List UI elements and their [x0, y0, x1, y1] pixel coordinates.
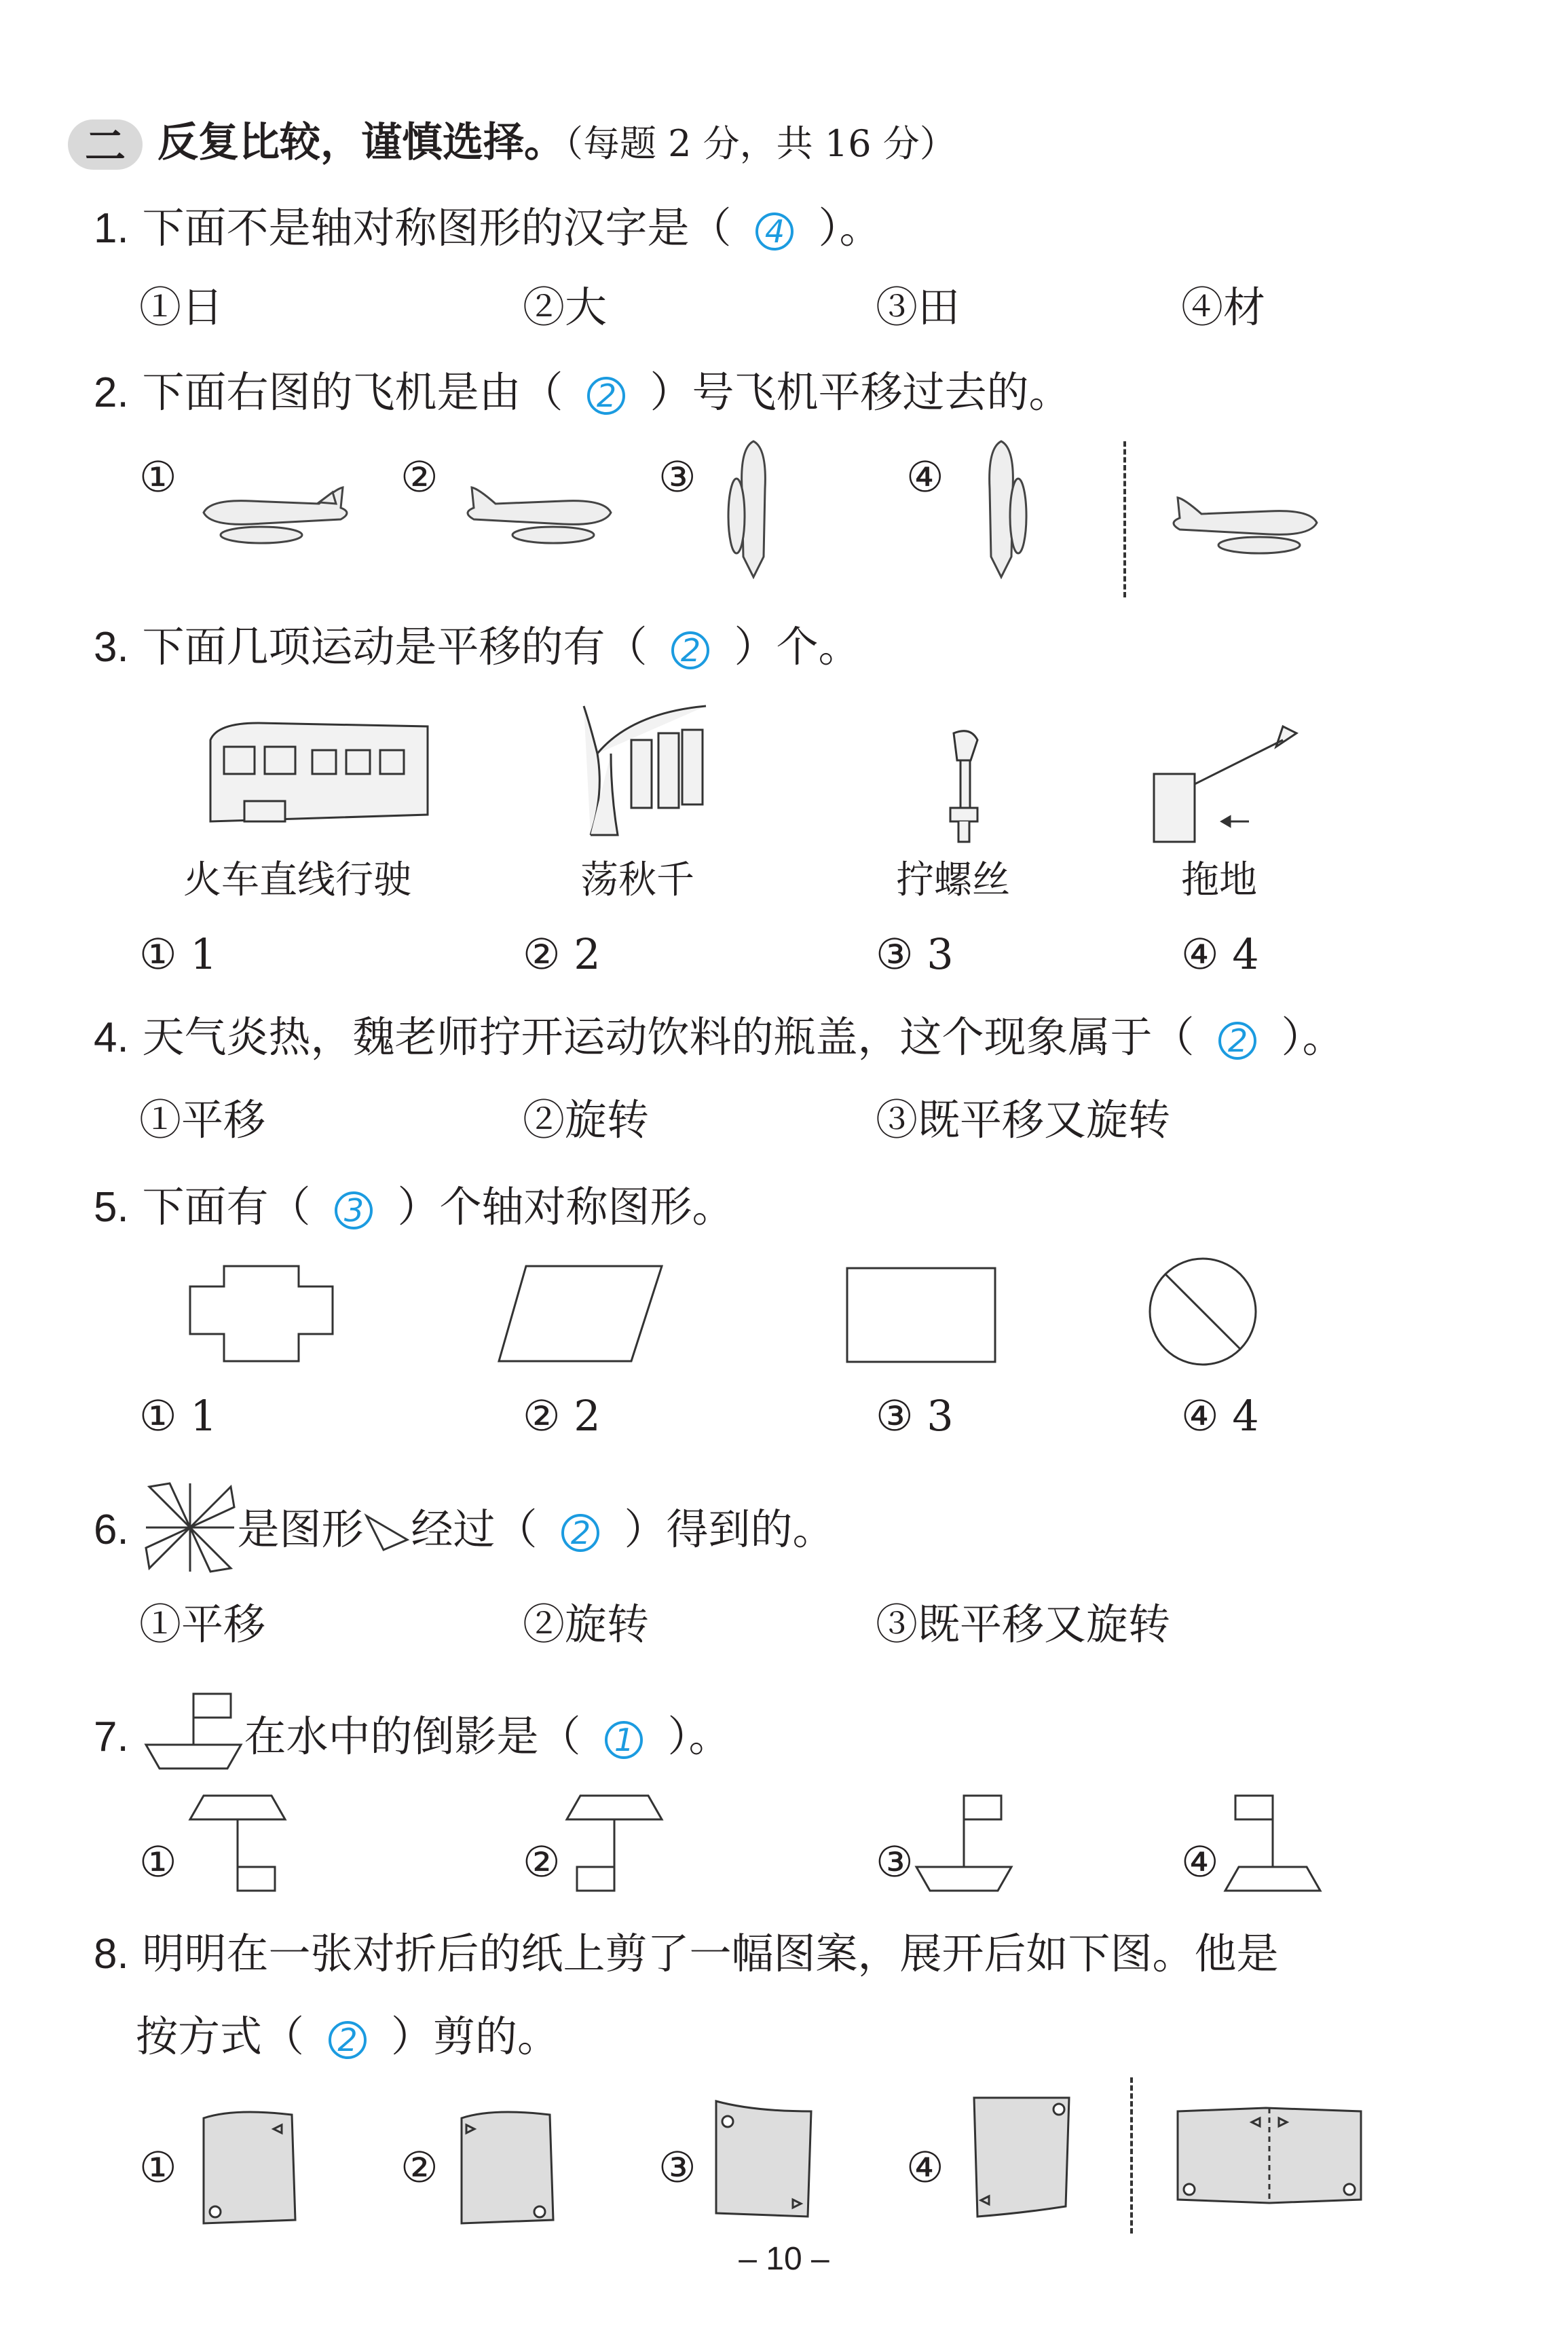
- cross-shape: [187, 1263, 336, 1365]
- option-2: ②: [400, 452, 438, 502]
- fold-option-1: [200, 2105, 302, 2227]
- answer-mark: 1: [605, 1721, 643, 1759]
- airplane-vertical-4: [964, 434, 1039, 584]
- question-number: 7.: [94, 1714, 129, 1760]
- question-number: 2.: [94, 369, 129, 416]
- train-picture: [204, 713, 434, 835]
- circle-with-line-shape: [1147, 1256, 1259, 1368]
- option-2: ② 2: [523, 1391, 601, 1441]
- question-text: 下面右图的飞机是由（: [142, 367, 563, 417]
- picture-label: 荡秋千: [580, 858, 694, 902]
- question-text-end: ）号飞机平移过去的。: [650, 367, 1071, 417]
- fold-option-4: [967, 2094, 1076, 2220]
- option-1: ①: [139, 2143, 177, 2192]
- option-1: ① 1: [139, 929, 217, 979]
- reflection-option-3: [913, 1792, 1015, 1894]
- question-8-line-2: [136, 2011, 559, 2062]
- question-number: 1.: [94, 205, 129, 252]
- option-1: ①: [139, 452, 177, 502]
- answer-mark: 4: [755, 212, 794, 251]
- option-2: ②旋转: [523, 1095, 650, 1145]
- fold-option-2: [458, 2105, 560, 2227]
- answer-mark: 3: [335, 1191, 373, 1229]
- option-1: ①平移: [139, 1599, 266, 1649]
- divider-dashed: [1130, 2077, 1133, 2234]
- answer-mark: 2: [671, 631, 709, 669]
- page-number: – 10 –: [739, 2241, 829, 2277]
- section-header: [68, 115, 956, 171]
- picture-label: 火车直线行驶: [183, 858, 411, 902]
- option-3: ③ 3: [876, 929, 954, 979]
- option-4: ④ 4: [1181, 1391, 1259, 1441]
- airplane-target: [1161, 485, 1324, 560]
- option-3: ③既平移又旋转: [876, 1095, 1171, 1145]
- option-4: ④: [1181, 1837, 1219, 1887]
- option-3: ③田: [876, 282, 960, 332]
- option-4: ④ 4: [1181, 929, 1259, 979]
- option-3: ③: [876, 1837, 914, 1887]
- airplane-right-facing-1: [197, 475, 360, 550]
- reflection-option-2: [563, 1792, 665, 1894]
- option-1: ①日: [139, 282, 224, 332]
- question-text: 下面几项运动是平移的有（: [142, 622, 648, 671]
- question-text: 在水中的倒影是（: [244, 1711, 581, 1761]
- option-1: ①平移: [139, 1095, 266, 1145]
- option-2: ②: [523, 1837, 561, 1887]
- question-text-end: ）。: [667, 1711, 731, 1761]
- option-2: ②大: [523, 282, 608, 332]
- question-number: 3.: [94, 624, 129, 671]
- screwdriver-picture: [930, 720, 998, 849]
- answer-mark: 2: [329, 2021, 367, 2059]
- option-2: ②旋转: [523, 1599, 650, 1649]
- rectangle-shape: [845, 1266, 998, 1365]
- question-text: 天气炎热，魏老师拧开运动饮料的瓶盖，这个现象属于（: [142, 1012, 1195, 1062]
- section-score: （每题 2 分，共 16 分）: [565, 122, 956, 165]
- question-3: [94, 621, 860, 673]
- option-1: ① 1: [139, 1391, 217, 1441]
- question-number: 4.: [94, 1014, 129, 1061]
- question-1: [94, 202, 881, 255]
- question-text-end: ）得到的。: [624, 1504, 835, 1554]
- answer-mark: 2: [587, 377, 625, 415]
- question-number: 5.: [94, 1184, 129, 1231]
- question-4: [94, 1012, 1344, 1064]
- reflection-option-4: [1222, 1792, 1324, 1894]
- reflection-option-1: [187, 1792, 288, 1894]
- option-3: ③ 3: [876, 1391, 954, 1441]
- section-title: 反复比较，谨慎选择。: [157, 119, 565, 166]
- question-text-end: ）剪的。: [391, 2012, 560, 2061]
- divider-dashed: [1123, 441, 1126, 597]
- airplane-left-facing-2: [455, 475, 618, 550]
- airplane-vertical-3: [716, 434, 791, 584]
- option-1: ①: [139, 1837, 177, 1887]
- triangle-unit-figure: [363, 1513, 411, 1553]
- answer-mark: 2: [1218, 1022, 1256, 1060]
- swing-tree-picture: [570, 692, 720, 842]
- option-4: ④材: [1181, 282, 1266, 332]
- question-text: 下面有（: [142, 1182, 311, 1231]
- option-4: ④: [906, 452, 944, 502]
- question-8: [94, 1928, 1278, 1980]
- option-2: ②: [400, 2143, 438, 2192]
- question-7: [94, 1711, 730, 1763]
- question-5: [94, 1181, 734, 1234]
- option-4: ④: [906, 2143, 944, 2192]
- mop-picture: [1147, 720, 1310, 842]
- question-text-end: ）。: [818, 203, 882, 253]
- question-text-mid: 经过（: [411, 1504, 538, 1554]
- question-number: 6.: [94, 1506, 129, 1553]
- option-3: ③: [658, 452, 696, 502]
- unfolded-pattern: [1174, 2105, 1364, 2206]
- question-text-end: ）。: [1281, 1012, 1345, 1062]
- question-text: 是图形: [237, 1504, 364, 1554]
- question-text: 下面不是轴对称图形的汉字是（: [142, 203, 732, 253]
- fold-option-3: [713, 2098, 815, 2220]
- option-3: ③既平移又旋转: [876, 1599, 1171, 1649]
- picture-label: 拖地: [1181, 858, 1257, 902]
- option-2: ② 2: [523, 929, 601, 979]
- question-text: 按方式（: [136, 2012, 305, 2061]
- question-6: [94, 1504, 834, 1556]
- question-2: [94, 367, 1070, 419]
- option-3: ③: [658, 2143, 696, 2192]
- question-number: 8.: [94, 1931, 129, 1978]
- picture-label: 拧螺丝: [896, 858, 1010, 902]
- answer-mark: 2: [561, 1514, 599, 1552]
- question-text-end: ）个轴对称图形。: [397, 1182, 734, 1231]
- section-badge: 二: [68, 119, 143, 170]
- question-text: 明明在一张对折后的纸上剪了一幅图案，展开后如下图。他是: [142, 1929, 1279, 1978]
- question-text-end: ）个。: [734, 622, 861, 671]
- parallelogram-shape: [496, 1263, 665, 1365]
